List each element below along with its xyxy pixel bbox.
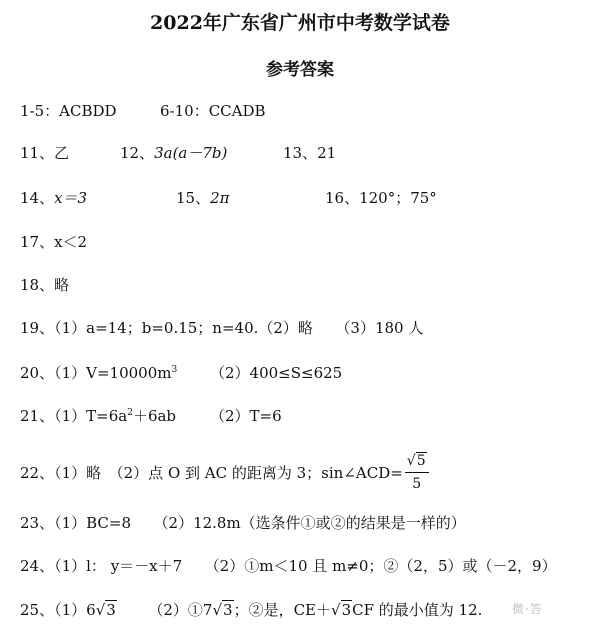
answer-25-c: （2）①7 — [148, 601, 213, 619]
answer-21 — [20, 409, 176, 424]
answer-20 — [20, 366, 177, 381]
answer-15 — [176, 191, 230, 206]
answer-15-expr: 2π — [210, 189, 230, 207]
sqrt-symbol: √3 — [95, 601, 116, 619]
answer-16: 16、120°；75° — [325, 189, 437, 207]
answer-24: 24、（1）l： y＝－x＋7 （2）①m＜10 且 m≠0；②（2，5）或（－2，9） — [20, 557, 557, 575]
answer-21-part2: ＋6ab — [132, 407, 177, 425]
answer-22-numerator: 5 — [416, 453, 426, 469]
answer-13: 13、21 — [283, 144, 337, 162]
answer-11: 11、乙 — [20, 144, 70, 162]
answer-12 — [120, 146, 227, 161]
answer-12-expr: 3a(a－7b) — [154, 144, 228, 162]
answer-17: 17、x＜2 — [20, 233, 88, 251]
answer-25-e: ；②是，CE＋ — [233, 601, 331, 619]
answer-25-a: 25、（1）6 — [20, 601, 96, 619]
sqrt-symbol: √3 — [212, 601, 233, 619]
answer-25 — [20, 603, 482, 618]
answer-14 — [20, 191, 87, 206]
answer-14-label: 14、 — [20, 189, 55, 207]
answer-23: 23、（1）BC=8 （2）12.8m（选条件①或②的结果是一样的） — [20, 514, 466, 532]
answer-22-denominator: 5 — [412, 475, 422, 492]
answer-20-part1: 20、（1）V=10000m — [20, 364, 172, 382]
answer-22-fraction: $\frac{√5}{5}$ — [405, 453, 429, 493]
answer-1-5: 1-5：ACBDD — [20, 102, 117, 120]
answer-12-label: 12、 — [120, 144, 155, 162]
answer-22-text: 22、（1）略 （2）点 O 到 AC 的距离为 3；sin∠ACD= — [20, 463, 403, 482]
answer-18: 18、略 — [20, 276, 70, 294]
answer-21-part3: （2）T=6 — [210, 407, 282, 425]
answer-6-10: 6-10：CCADB — [160, 102, 266, 120]
watermark: 微·答 — [512, 602, 543, 616]
answer-25-f: 3 — [341, 601, 352, 619]
sqrt-symbol: √3 — [331, 601, 352, 619]
answer-14-expr: x＝3 — [54, 189, 88, 207]
answer-15-label: 15、 — [176, 189, 211, 207]
answer-21-part1: 21、（1）T=6a — [20, 407, 128, 425]
answer-19: 19、（1）a=14；b=0.15；n=40.（2）略 （3）180 人 — [20, 319, 424, 337]
answer-20-exponent: 3 — [171, 365, 178, 375]
document-title: 2022年广东省广州市中考数学试卷 — [150, 12, 450, 34]
answer-25-d: 3 — [223, 601, 233, 619]
answer-25-g: CF 的最小值为 12. — [352, 601, 483, 619]
answer-20-part2: （2）400≤S≤625 — [210, 364, 343, 382]
document-subtitle: 参考答案 — [266, 60, 334, 80]
answer-21-exponent: 2 — [127, 408, 133, 418]
answer-22 — [20, 453, 429, 493]
answer-25-b: 3 — [106, 601, 116, 619]
